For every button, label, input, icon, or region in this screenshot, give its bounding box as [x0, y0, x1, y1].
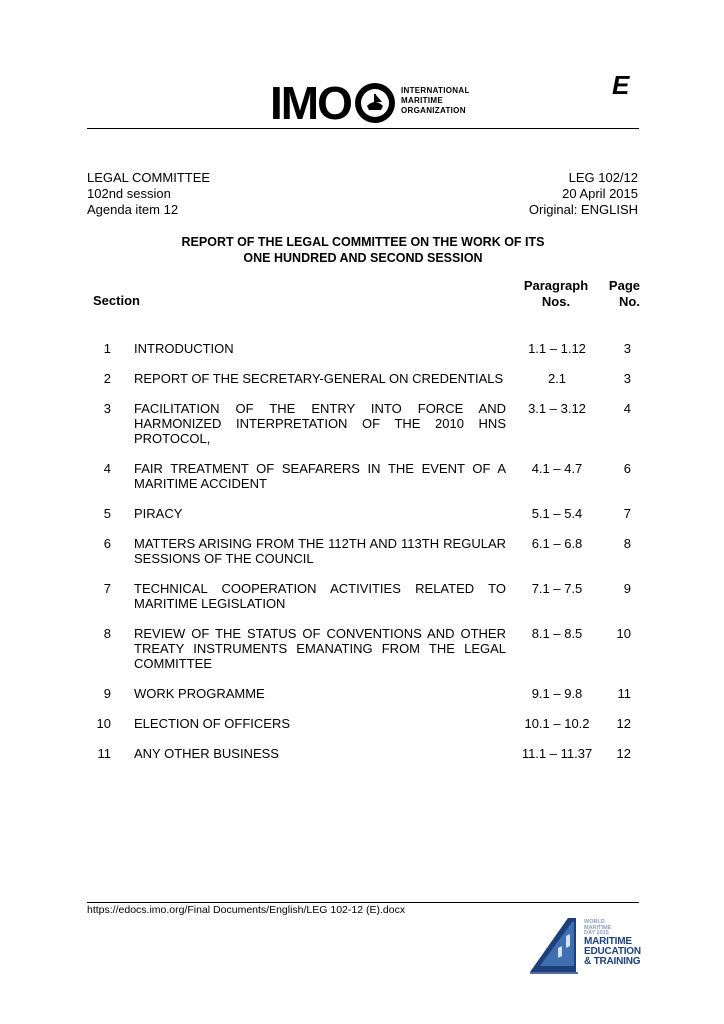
- toc-section-title: ELECTION OF OFFICERS: [134, 716, 291, 731]
- column-header-page-line1: Page: [608, 278, 640, 293]
- toc-page-number: 11: [617, 686, 631, 701]
- toc-section-title: FACILITATION OF THE ENTRY INTO FORCE AND HARMONIZED INTERPRETATION OF THE 2010 HNS PROTOCOL,: [134, 401, 506, 446]
- toc-paragraph-range: 2.1: [547, 371, 567, 386]
- toc-paragraph-range: 6.1 – 6.8: [531, 536, 583, 551]
- toc-page-number: 9: [623, 581, 631, 596]
- world-maritime-day-logo: [528, 912, 640, 974]
- toc-paragraph-range: 5.1 – 5.4: [531, 506, 583, 521]
- toc-section-number: 7: [103, 581, 111, 596]
- imo-logo-letters: IMO: [270, 77, 351, 129]
- toc-section-title: REPORT OF THE SECRETARY-GENERAL ON CREDENTIALS: [134, 371, 504, 386]
- toc-section-number: 9: [103, 686, 111, 701]
- toc-row: [87, 626, 647, 671]
- org-line-2: MARITIME: [401, 96, 443, 105]
- language-mark: E: [612, 70, 630, 100]
- document-number: LEG 102/12: [568, 170, 638, 185]
- column-header-section: Section: [93, 293, 140, 308]
- toc-paragraph-range: 10.1 – 10.2: [524, 716, 590, 731]
- toc-section-number: 4: [103, 461, 111, 476]
- toc-paragraph-range: 11.1 – 11.37: [521, 746, 593, 761]
- toc-section-number: 8: [103, 626, 111, 641]
- toc-section-number: 6: [103, 536, 111, 551]
- toc-section-title: WORK PROGRAMME: [134, 686, 265, 701]
- toc-row: [87, 461, 647, 491]
- column-header-page-line2: No.: [619, 294, 640, 309]
- toc-row: [87, 401, 647, 446]
- toc-paragraph-range: 1.1 – 1.12: [528, 341, 586, 356]
- toc-row: [87, 686, 647, 701]
- meta-right: [529, 170, 638, 218]
- agenda-item: Agenda item 12: [87, 202, 179, 217]
- column-header-paragraph-line2: Nos.: [541, 294, 571, 309]
- imo-emblem-icon: [354, 82, 396, 124]
- toc-section-number: 5: [103, 506, 111, 521]
- toc-section-number: 3: [103, 401, 111, 416]
- toc-section-title: PIRACY: [134, 506, 183, 521]
- column-header-paragraph: [510, 278, 602, 310]
- org-line-3: ORGANIZATION: [401, 106, 466, 115]
- toc-section-title: TECHNICAL COOPERATION ACTIVITIES RELATED TO MARITIME LEGISLATION: [134, 581, 506, 611]
- toc-page-number: 10: [616, 626, 631, 641]
- original-language: Original: ENGLISH: [528, 202, 638, 217]
- toc-section-number: 10: [96, 716, 111, 731]
- toc-section-title: MATTERS ARISING FROM THE 112TH AND 113TH REGULAR SESSIONS OF THE COUNCIL: [134, 536, 506, 566]
- toc-paragraph-range: 7.1 – 7.5: [531, 581, 583, 596]
- toc-page-number: 4: [623, 401, 631, 416]
- title-line-2: ONE HUNDRED AND SECOND SESSION: [243, 251, 483, 265]
- toc-row: [87, 341, 647, 356]
- toc-section-title: INTRODUCTION: [134, 341, 234, 356]
- toc-section-title: ANY OTHER BUSINESS: [134, 746, 279, 761]
- wmd-big-line-2: EDUCATION: [584, 945, 641, 957]
- footer-divider: [87, 902, 639, 903]
- toc-page-number: 7: [623, 506, 631, 521]
- toc-row: [87, 581, 647, 611]
- toc-section-number: 2: [103, 371, 111, 386]
- toc-row: [87, 506, 647, 521]
- wmd-small-line-2: MARITIME: [584, 924, 612, 931]
- table-of-contents: [87, 341, 647, 776]
- toc-paragraph-range: 4.1 – 4.7: [531, 461, 583, 476]
- header-divider: [87, 128, 639, 129]
- document-date: 20 April 2015: [562, 186, 638, 201]
- wmd-big-line-3: & TRAINING: [584, 955, 641, 967]
- toc-section-number: 1: [103, 341, 111, 356]
- footer-file-path: https://edocs.imo.org/Final Documents/English/LEG 102-12 (E).docx: [87, 904, 406, 916]
- toc-section-title: FAIR TREATMENT OF SEAFARERS IN THE EVENT OF A MARITIME ACCIDENT: [134, 461, 506, 491]
- column-header-paragraph-line1: Paragraph: [523, 278, 589, 293]
- meta-left: [87, 170, 210, 218]
- wmd-small-line-3: DAY 2015: [584, 930, 609, 936]
- imo-logo: [270, 77, 490, 129]
- toc-page-number: 12: [616, 716, 631, 731]
- org-line-1: INTERNATIONAL: [401, 86, 470, 95]
- document-title: [87, 234, 639, 266]
- toc-page-number: 3: [623, 371, 631, 386]
- toc-page-number: 6: [623, 461, 631, 476]
- title-line-1: REPORT OF THE LEGAL COMMITTEE ON THE WORK OF ITS: [181, 235, 545, 249]
- toc-row: [87, 716, 647, 731]
- column-header-page: [600, 278, 640, 310]
- toc-page-number: 8: [623, 536, 631, 551]
- toc-section-title: REVIEW OF THE STATUS OF CONVENTIONS AND OTHER TREATY INSTRUMENTS EMANATING FROM THE LEGAL COMMITTEE: [134, 626, 506, 671]
- ship-bow-icon: [528, 916, 584, 974]
- toc-row: [87, 536, 647, 566]
- session-number: 102nd session: [87, 186, 171, 201]
- toc-page-number: 3: [623, 341, 631, 356]
- toc-row: [87, 746, 647, 761]
- wmd-big-line-1: MARITIME: [584, 935, 632, 947]
- wmd-small-line-1: WORLD: [584, 919, 605, 925]
- toc-paragraph-range: 3.1 – 3.12: [528, 401, 586, 416]
- toc-paragraph-range: 9.1 – 9.8: [531, 686, 583, 701]
- toc-section-number: 11: [97, 746, 111, 761]
- toc-page-number: 12: [616, 746, 631, 761]
- toc-row: [87, 371, 647, 386]
- committee-name: LEGAL COMMITTEE: [87, 170, 211, 185]
- toc-paragraph-range: 8.1 – 8.5: [531, 626, 583, 641]
